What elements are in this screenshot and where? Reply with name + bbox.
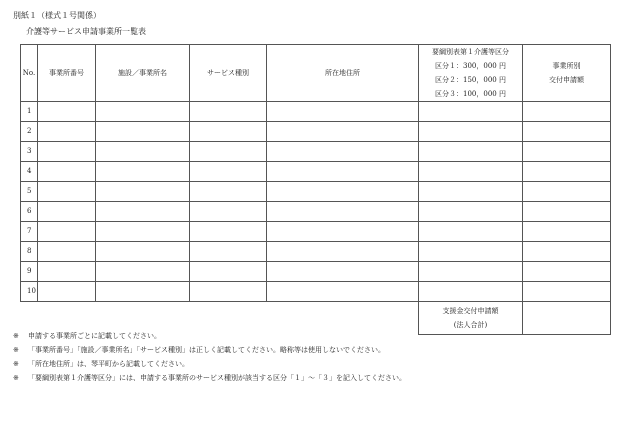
grant-amount-cell[interactable]: [523, 182, 611, 202]
table-row: [21, 182, 611, 202]
note-mark: ※: [13, 374, 19, 382]
facility-name-cell[interactable]: [96, 202, 190, 222]
service-type-cell[interactable]: [190, 142, 267, 162]
category-cell[interactable]: [419, 202, 523, 222]
office-number-cell[interactable]: [38, 222, 96, 242]
office-number-cell[interactable]: [38, 142, 96, 162]
address-cell[interactable]: [267, 162, 419, 182]
note-text: 申請する事業所ごとに記載してください。: [28, 332, 161, 340]
table-row: [21, 262, 611, 282]
grant-amount-cell[interactable]: [523, 222, 611, 242]
grant-amount-cell[interactable]: [523, 122, 611, 142]
grant-amount-cell[interactable]: [523, 202, 611, 222]
facility-name-cell[interactable]: [96, 102, 190, 122]
category-cell[interactable]: [419, 222, 523, 242]
address-cell[interactable]: [267, 242, 419, 262]
note-text: 「所在地住所」は、琴平町から記載してください。: [28, 360, 189, 368]
service-type-cell[interactable]: [190, 262, 267, 282]
note-mark: ※: [13, 332, 19, 340]
address-cell[interactable]: [267, 182, 419, 202]
category-cell[interactable]: [419, 262, 523, 282]
row-number: 2: [21, 122, 38, 142]
service-type-cell[interactable]: [190, 162, 267, 182]
grant-amount-cell[interactable]: [523, 262, 611, 282]
service-type-cell[interactable]: [190, 282, 267, 302]
facility-name-cell[interactable]: [96, 182, 190, 202]
office-number-cell[interactable]: [38, 162, 96, 182]
address-cell[interactable]: [267, 202, 419, 222]
office-number-cell[interactable]: [38, 202, 96, 222]
total-label: [419, 302, 523, 335]
header-office-number: 事業所番号: [38, 45, 96, 102]
row-number: 10: [21, 282, 38, 302]
header-no: No.: [21, 45, 38, 102]
grant-amount-cell[interactable]: [523, 102, 611, 122]
row-number: 5: [21, 182, 38, 202]
facility-name-cell[interactable]: [96, 222, 190, 242]
service-type-cell[interactable]: [190, 102, 267, 122]
note-item: [13, 329, 406, 343]
row-number: 6: [21, 202, 38, 222]
category-cell[interactable]: [419, 102, 523, 122]
note-mark: ※: [13, 360, 19, 368]
header-grant-amount-line1: 事業所別: [552, 62, 581, 70]
service-type-cell[interactable]: [190, 182, 267, 202]
header-service-type: サービス種別: [190, 45, 267, 102]
header-facility-name: 施設／事業所名: [96, 45, 190, 102]
table-row: [21, 222, 611, 242]
grant-amount-cell[interactable]: [523, 162, 611, 182]
table-row: [21, 282, 611, 302]
category-cell[interactable]: [419, 142, 523, 162]
note-mark: ※: [13, 346, 19, 354]
row-number: 8: [21, 242, 38, 262]
office-number-cell[interactable]: [38, 282, 96, 302]
facility-name-cell[interactable]: [96, 162, 190, 182]
document-title: 介護等サービス申請事業所一覧表: [26, 27, 146, 36]
row-number: 3: [21, 142, 38, 162]
address-cell[interactable]: [267, 102, 419, 122]
facility-name-cell[interactable]: [96, 282, 190, 302]
office-number-cell[interactable]: [38, 122, 96, 142]
office-number-cell[interactable]: [38, 102, 96, 122]
service-type-cell[interactable]: [190, 122, 267, 142]
office-number-cell[interactable]: [38, 262, 96, 282]
table-row: [21, 102, 611, 122]
table-body: [21, 102, 611, 302]
row-number: 1: [21, 102, 38, 122]
header-category-2: 区分２：150，000 円: [435, 76, 506, 84]
grant-amount-cell[interactable]: [523, 282, 611, 302]
form-label: 別紙１（様式１号関係）: [13, 11, 101, 20]
office-number-cell[interactable]: [38, 242, 96, 262]
office-number-cell[interactable]: [38, 182, 96, 202]
category-cell[interactable]: [419, 122, 523, 142]
category-cell[interactable]: [419, 162, 523, 182]
facility-name-cell[interactable]: [96, 142, 190, 162]
address-cell[interactable]: [267, 262, 419, 282]
total-label-line1: 支援金交付申請額: [442, 307, 499, 315]
header-category: [419, 45, 523, 102]
header-grant-amount: [523, 45, 611, 102]
note-text: 「事業所番号」「施設／事業所名」「サービス種別」は正しく記載してください。略称等は使用しないでください。: [28, 346, 385, 354]
header-category-3: 区分３：100，000 円: [435, 90, 506, 98]
address-cell[interactable]: [267, 142, 419, 162]
row-number: 4: [21, 162, 38, 182]
facility-name-cell[interactable]: [96, 122, 190, 142]
header-address: 所在地住所: [267, 45, 419, 102]
grant-amount-cell[interactable]: [523, 242, 611, 262]
header-category-title: 要綱別表第１介護等区分: [432, 48, 509, 56]
address-cell[interactable]: [267, 122, 419, 142]
note-item: [13, 343, 406, 357]
service-type-cell[interactable]: [190, 242, 267, 262]
address-cell[interactable]: [267, 222, 419, 242]
category-cell[interactable]: [419, 282, 523, 302]
table-header-row: [21, 45, 611, 102]
total-label-line2: (法人合計): [453, 321, 488, 329]
note-item: [13, 357, 406, 371]
service-type-cell[interactable]: [190, 222, 267, 242]
facility-name-cell[interactable]: [96, 242, 190, 262]
facility-name-cell[interactable]: [96, 262, 190, 282]
row-number: 7: [21, 222, 38, 242]
total-amount-cell[interactable]: [523, 302, 611, 335]
table-row: [21, 242, 611, 262]
grant-amount-cell[interactable]: [523, 142, 611, 162]
header-grant-amount-line2: 交付申請額: [549, 76, 584, 84]
notes-section: [13, 329, 406, 385]
table-row: [21, 162, 611, 182]
table-row: [21, 142, 611, 162]
table-row: [21, 202, 611, 222]
table-row: [21, 122, 611, 142]
address-cell[interactable]: [267, 282, 419, 302]
category-cell[interactable]: [419, 182, 523, 202]
header-category-1: 区分１：300，000 円: [435, 62, 506, 70]
row-number: 9: [21, 262, 38, 282]
category-cell[interactable]: [419, 242, 523, 262]
note-text: 「要綱別表第１介護等区分」には、申請する事業所のサービス種別が該当する区分「１」～「３」を記入してください。: [28, 374, 406, 382]
service-type-cell[interactable]: [190, 202, 267, 222]
application-table: [20, 44, 611, 335]
note-item: [13, 371, 406, 385]
